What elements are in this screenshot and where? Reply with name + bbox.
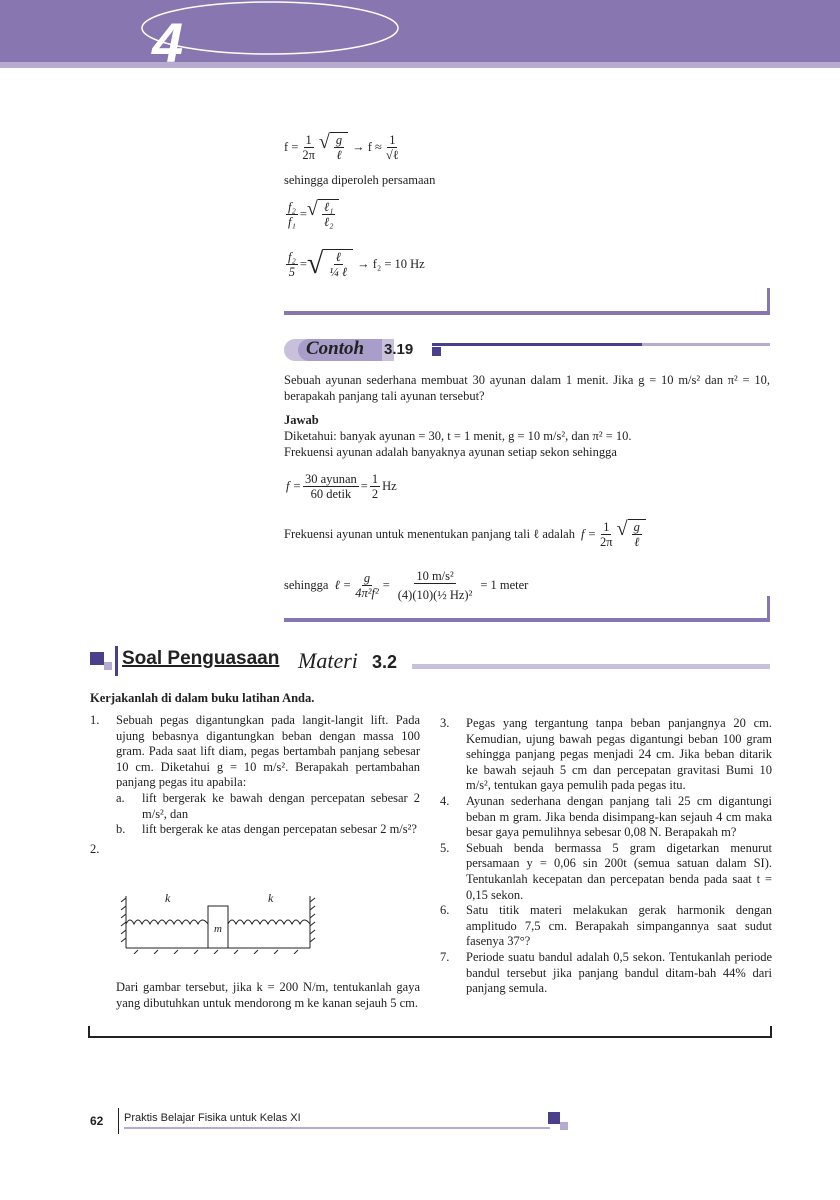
- final-equation: sehingga ℓ = $\frac{g}{\text{4π²f²}}$ = $\frac{\text{10 m/s²}}{\text{(4)(10)(½ Hz)²}}$ = 1 meter: [284, 568, 529, 602]
- question-5: 5. Sebuah benda bermassa 5 gram digetarkan menurut persamaan y = 0,06 sin 200t (semua satuan dalam SI). Tentukanlah kecepatan dan percepatan benda pada saat t = 0,15 sekon.: [440, 840, 772, 902]
- footer-book-title: Praktis Belajar Fisika untuk Kelas XI: [124, 1112, 301, 1124]
- length-equation: Frekuensi ayunan untuk menentukan panjang tali ℓ adalah f = $\frac{1}{2\pi}$ √ $\frac{g}{\text{ℓ}}$: [284, 514, 646, 554]
- answer-heading: Jawab: [284, 413, 319, 427]
- question-2-text: Dari gambar tersebut, jika k = 200 N/m, tentukanlah gaya yang dibutuhkan untuk mendorong m ke kanan sejauh 5 cm.: [116, 980, 420, 1010]
- question-1-sub-b: b. lift bergerak ke atas dengan percepatan sebesar 2 m/s²?: [116, 822, 417, 837]
- worked-box-top: [284, 128, 764, 288]
- contoh-box-right-edge: [767, 596, 770, 622]
- derivation-text: sehingga diperoleh persamaan: [284, 173, 436, 187]
- spring-k-right-label: k: [268, 891, 274, 905]
- chapter-glyph: 4: [152, 11, 184, 72]
- question-1: 1. Sebuah pegas digantungkan pada langit-langit lift. Pada ujung bebasnya digantungkan beban dengan massa 100 gram. Pada saat lift diam, pegas bertambah panjang sebesar 10 cm. Diketahui g = 10 m/s². Berapakah pertambahan panjang pegas itu apabila:: [90, 713, 420, 790]
- question-4: 4. Ayunan sederhana dengan panjang tali 25 cm digantungi beban m gram. Jika benda disimpang-kan sejauh 4 cm maka besar gaya pemulihnya sebesar 0,08 N. Berapakah m?: [440, 793, 772, 840]
- question-1-sub-a: a. lift bergerak ke bawah dengan percepatan sebesar 2 m/s², dan: [116, 790, 420, 821]
- section-bracket-right: [770, 1026, 772, 1038]
- contoh-rule-dark: [432, 343, 642, 346]
- frequency-equation: f = $\frac{\text{30 ayunan}}{\text{60 detik}}$ = $\frac{1}{2}$ Hz: [286, 471, 397, 501]
- footer-square-icon: [548, 1112, 560, 1124]
- soal-header-rule: [412, 664, 770, 669]
- footer-divider: [118, 1108, 119, 1134]
- equation-2: $\frac{\text{f₂}}{\text{f₁}}$ = √ $\frac{\text{ℓ₁}}{\text{ℓ₂}}$: [284, 194, 764, 234]
- box-right-edge: [767, 288, 770, 315]
- contoh-rule-light: [642, 343, 770, 346]
- contoh-box-bottom-rule: [284, 618, 770, 622]
- soal-square-icon: [90, 652, 104, 665]
- section-bracket-left: [88, 1026, 90, 1038]
- contoh-square-icon: [432, 347, 441, 356]
- header-stripe: [0, 62, 840, 68]
- soal-title-number: 3.2: [372, 652, 398, 672]
- footer-square-small-icon: [560, 1122, 568, 1130]
- equation-1: f = $\frac{1}{2\pi}$ √ $\frac{g}{\text{ℓ}}$ → f ≈ $\frac{1}{\text{√ℓ}}$: [284, 131, 399, 162]
- spring-mass-figure: [118, 888, 318, 954]
- soal-vertical-bar: [115, 646, 118, 676]
- soal-title-bold: Soal Penguasaan: [122, 648, 280, 669]
- chapter-emblem: [140, 0, 420, 72]
- section-bottom-rule: [88, 1036, 772, 1038]
- equation-3: $\frac{\text{f₂}}{5}$ = √ $\frac{\text{ℓ}}{\text{¼ ℓ}}$ → f₂ = 10 Hz: [288, 247, 425, 280]
- given-text: Diketahui: banyak ayunan = 30, t = 1 menit, g = 10 m/s², dan π² = 10.: [284, 429, 632, 443]
- contoh-number: 3.19: [384, 341, 414, 358]
- soal-square-small-icon: [104, 662, 112, 670]
- footer-rule: [124, 1127, 550, 1129]
- spring-k-left-label: k: [165, 891, 171, 905]
- page-number: 62: [90, 1114, 104, 1128]
- frequency-text: Frekuensi ayunan adalah banyaknya ayunan setiap sekon sehingga: [284, 445, 617, 459]
- soal-right-column: [440, 716, 772, 997]
- contoh-label: Contoh: [306, 338, 365, 359]
- contoh-problem: Sebuah ayunan sederhana membuat 30 ayunan dalam 1 menit. Jika g = 10 m/s² dan π² = 10, berapakah panjang tali ayunan tersebut?: [284, 373, 770, 403]
- question-6: 6. Satu titik materi melakukan gerak harmonik dengan amplitudo 7,5 cm. Berapakah simpangannya saat sudut fasenya 37°?: [440, 903, 772, 949]
- soal-title-italic: Materi: [298, 648, 358, 673]
- soal-instruction: Kerjakanlah di dalam buku latihan Anda.: [90, 691, 315, 705]
- question-3: 3. Pegas yang tergantung tanpa beban panjangnya 20 cm. Kemudian, ujung bawah pegas digantungi beban 100 gram sehingga panjang pegas menjadi 24 cm. Jika beban ditarik ke bawah sejauh 5 cm dan percepatan gravitasi Bumi 10 m/s², tentukan gaya pemulih pada pegas itu.: [440, 716, 772, 793]
- mass-label: m: [214, 923, 222, 935]
- header-band: [0, 0, 840, 62]
- soal-left-column: 1. Sebuah pegas digantungkan pada langit-langit lift. Pada ujung bebasnya digantungkan beban dengan massa 100 gram. Pada saat lift diam, pegas bertambah panjang sebesar 10 cm. Diketahui g = 10 m/s². Berapakah pertambahan panjang pegas itu apabila: a. lift bergerak ke bawah dengan percepatan sebesar 2 m/s², dan b. lift bergerak ke atas dengan percepatan sebesar 2 m/s²? 2.: [90, 713, 420, 856]
- box-bottom-rule: [284, 311, 770, 315]
- question-7: 7. Periode suatu bandul adalah 0,5 sekon. Tentukanlah periode bandul tersebut jika panjang bandul ditam-bah 44% dari panjang semula.: [440, 949, 772, 996]
